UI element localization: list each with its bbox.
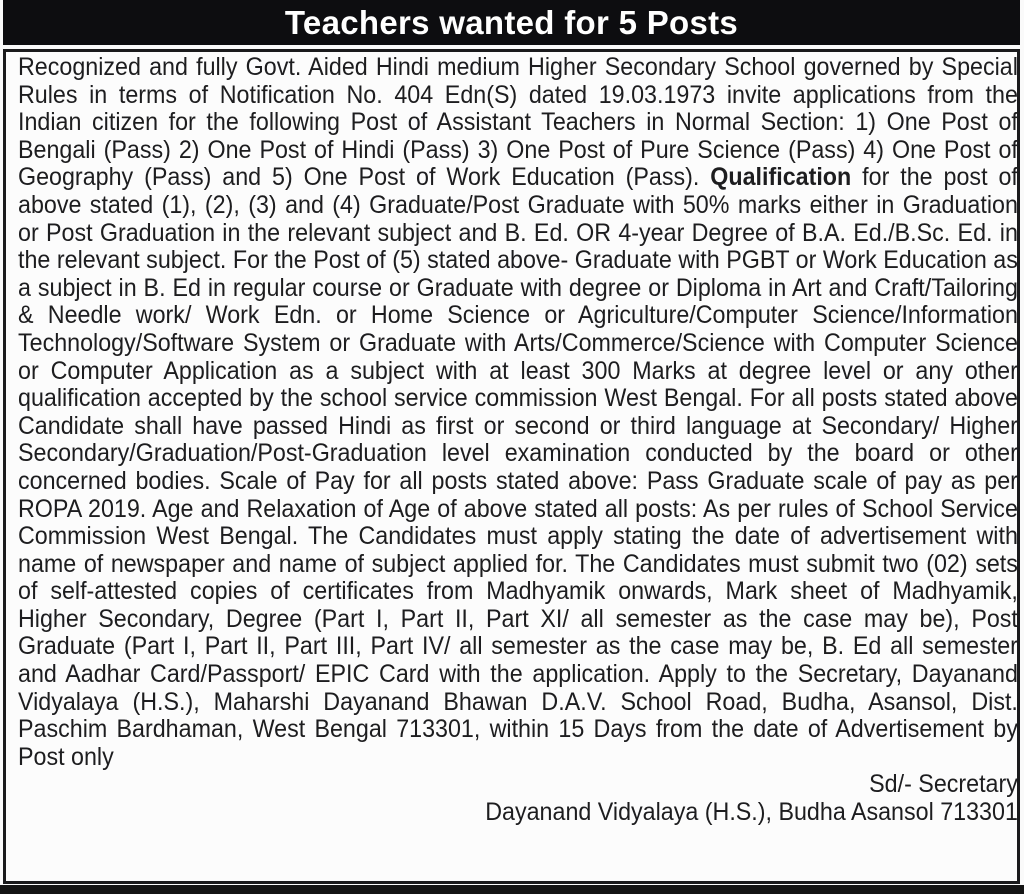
page-title: Teachers wanted for 5 Posts <box>284 3 739 41</box>
ad-body-panel <box>3 49 1020 884</box>
signature-block <box>18 771 1018 826</box>
signature-secretary: Sd/- Secretary <box>869 770 1018 799</box>
signature-school-address: Dayanand Vidyalaya (H.S.), Budha Asansol 713301 <box>485 798 1018 827</box>
qualification-label: Qualification <box>710 163 852 192</box>
ad-body-text <box>18 54 1018 771</box>
ad-title-bar <box>3 0 1020 45</box>
ad-content <box>18 54 1018 827</box>
body-text-part2: for the post of above stated (1), (2), (3) and (4) Graduate/Post Graduate with 50% marks either in Graduation or Post Graduation in the relevant subject and B. Ed. OR 4-year Degree of B.A. Ed./B.Sc. Ed. in the relevant subject. For the Post of (5) stated above- Graduate with PGBT or Work Education as a subject in B. Ed in regular course or Graduate with degree or Diploma in Art and Craft/Tailoring & Needle work/ Work Edn. or Home Science or Agriculture/Computer Science/Information Technology/Software System or Graduate with Arts/Commerce/Science with Computer Science or Computer Application as a subject with at least 300 Marks at degree level or any other qualification accepted by the school service commission West Bengal. For all posts stated above Candidate shall have passed Hindi as first or second or third language at Secondary/ Higher Secondary/Graduation/Post-Graduation level examination conducted by the board or other concerned bodies. Scale of Pay for all posts stated above: Pass Graduate scale of pay as per ROPA 2019. Age and Relaxation of Age of above stated all posts: As per rules of School Service Commission West Bengal. The Candidates must apply stating the date of advertisement with name of newspaper and name of subject applied for. The Candidates must submit two (02) sets of self-attested copies of certificates from Madhyamik onwards, Mark sheet of Madhyamik, Higher Secondary, Degree (Part I, Part II, Part XI/ all semester as the case may be), Post Graduate (Part I, Part II, Part III, Part IV/ all semester as the case may be, B. Ed all semester and Aadhar Card/Passport/ EPIC Card with the application. Apply to the Secretary, Dayanand Vidyalaya (H.S.), Maharshi Dayanand Bhawan D.A.V. School Road, Budha, Asansol, Dist. Paschim Bardhaman, West Bengal 713301, within 15 Days from the date of Advertisement by Post only <box>18 163 1018 771</box>
bottom-border-strip <box>0 885 1024 894</box>
body-text-part1: Recognized and fully Govt. Aided Hindi medium Higher Secondary School governed by Special Rules in terms of Notification No. 404 Edn(S) dated 19.03.1973 invite applications from the Indian citizen for the following Post of Assistant Teachers in Normal Section: 1) One Post of Bengali (Pass) 2) One Post of Hindi (Pass) 3) One Post of Pure Science (Pass) 4) One Post of Geography (Pass) and 5) One Post of Work Education (Pass). <box>18 53 1018 192</box>
